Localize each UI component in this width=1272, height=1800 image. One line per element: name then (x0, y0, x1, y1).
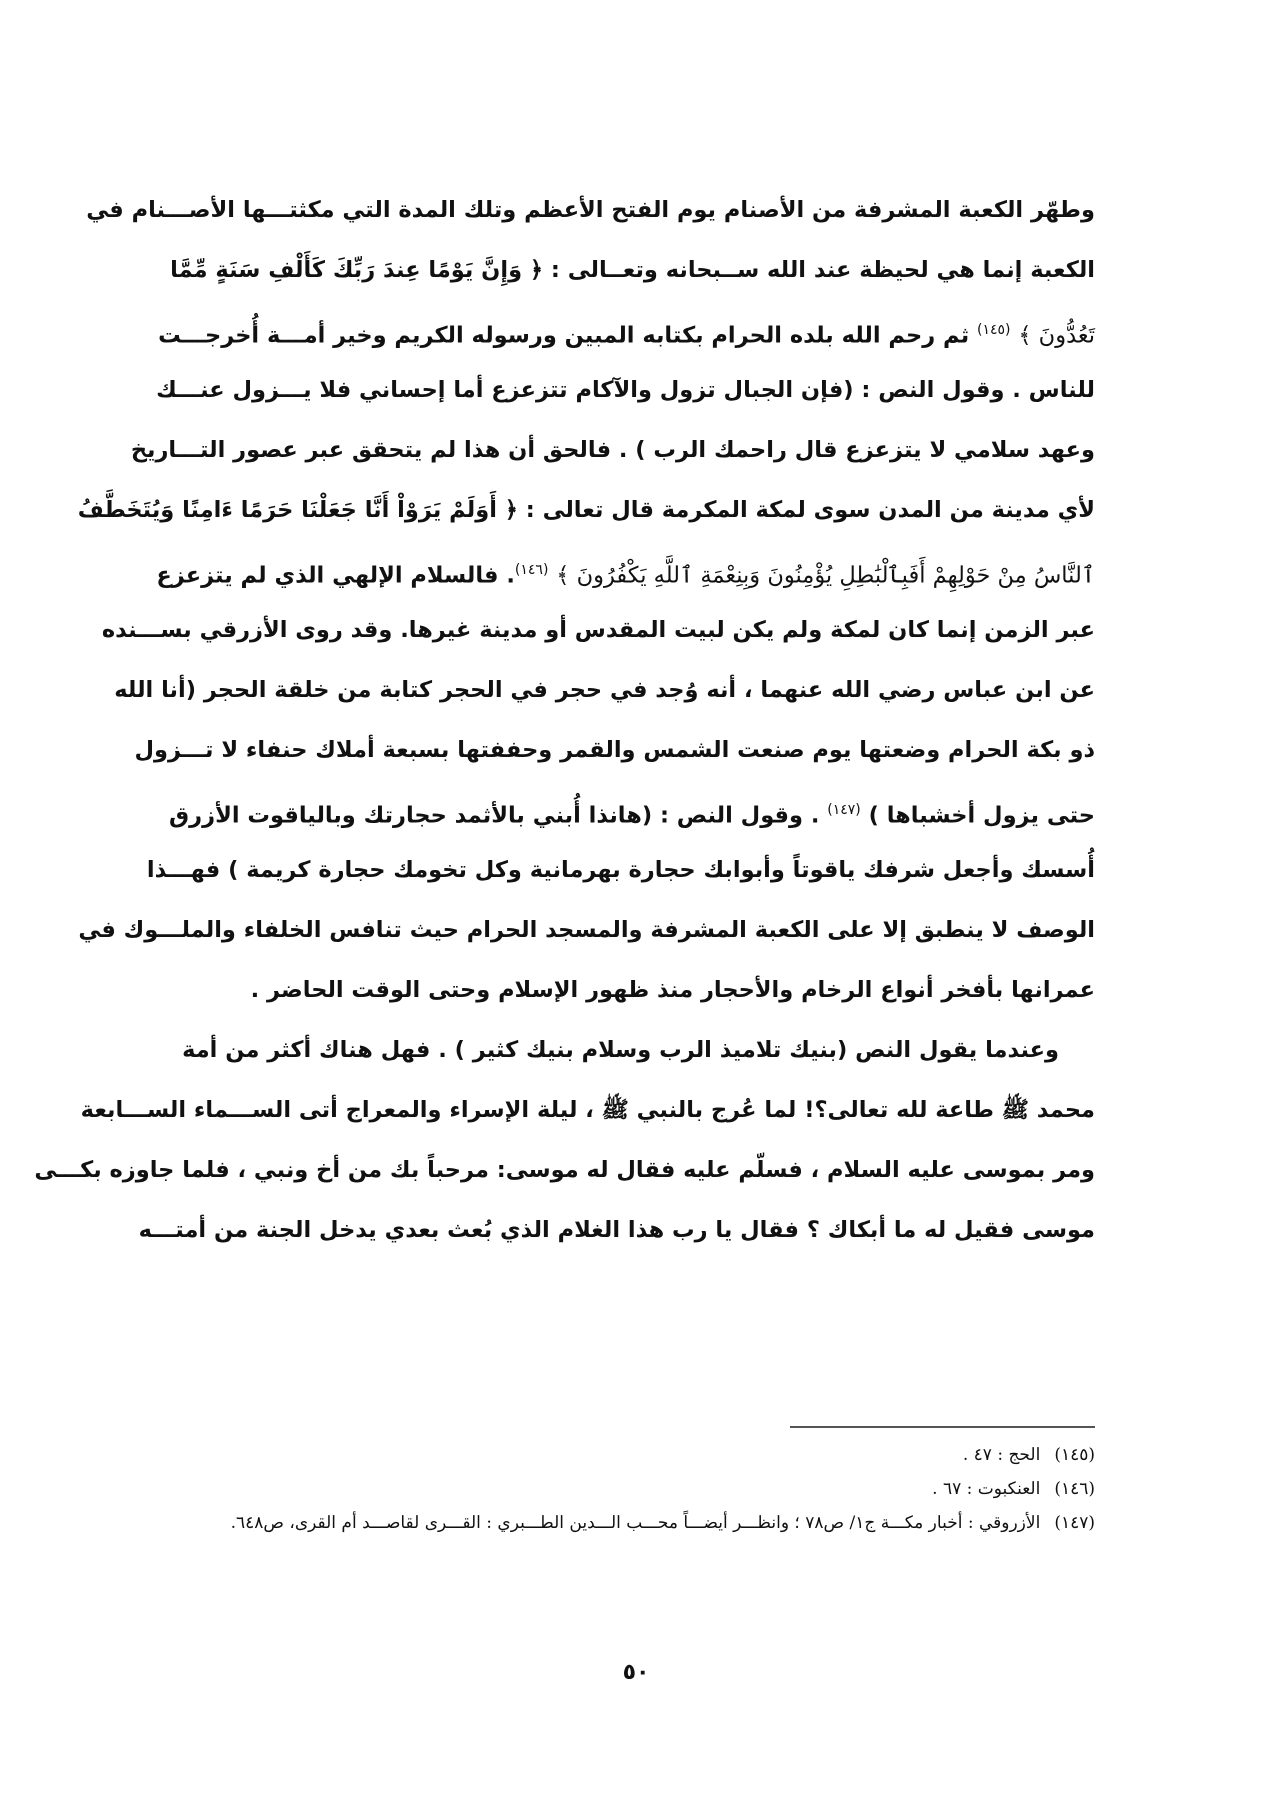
quran-verse: تَعُدُّونَ ﴾ (1018, 322, 1095, 349)
page-body (34, 180, 1095, 1260)
quran-verse: ٱلنَّاسُ مِنْ حَوْلِهِمْ أَفَبِٱلْبَٰطِلِ يُؤْمِنُونَ وَبِنِعْمَةِ ٱللَّهِ يَكْفُرُونَ ﴾ (556, 562, 1095, 589)
text-line (170, 240, 1095, 300)
footnote-number: (١٤٦) (1054, 1479, 1095, 1499)
text-line (158, 300, 1095, 360)
text-line: وعهد سلامي لا يتزعزع قال راحمك الرب ) . فالحق أن هذا لم يتحقق عبر عصور التـــاريخ (130, 437, 1095, 463)
text-line: أُسسك وأجعل شرفك ياقوتاً وأبوابك حجارة بهرمانية وكل تخومك حجارة كريمة ) فهـــذا (146, 857, 1095, 883)
footnote-item (185, 1472, 1095, 1506)
text-line: وعندما يقول النص (بنيك تلاميذ الرب وسلام بنيك كثير ) . فهل هناك أكثر من أمة (182, 1037, 1059, 1063)
text-line-content: . وقول النص : (هانذا أُبني بالأثمد حجارتك وبالياقوت الأزرق (169, 802, 820, 829)
footnote-text: العنكبوت : ٦٧ . (932, 1479, 1041, 1499)
footnote-divider (790, 1426, 1095, 1428)
text-line: لأي مدينة من المدن سوى لمكة المكرمة قال تعالى : ﴿ أَوَلَمْ يَرَوْاْ أَنَّا جَعَلْنَا حَرَمًا ءَامِنًا وَيُتَخَطَّفُ (77, 497, 1095, 523)
text-line (156, 540, 1095, 600)
text-line: محمد ﷺ طاعة لله تعالى؟! لما عُرج بالنبي ﷺ ، ليلة الإسراء والمعراج أتى الســـماء الســـابعة (80, 1097, 1095, 1123)
main-text (34, 180, 1095, 1260)
footnote-item (185, 1506, 1095, 1540)
footnote-text: الأزروقي : أخبار مكـــة ج١/ ص٧٨ ؛ وانظـــر أيضـــاً محـــب الـــدين الطـــبري : القـــرى لقاصـــد أم القرى، ص٦٤٨. (230, 1513, 1041, 1533)
text-line: عن ابن عباس رضي الله عنهما ، أنه وُجد في حجر في الحجر كتابة من خلقة الحجر (أنا الله (114, 677, 1095, 703)
text-line-content: حتى يزول أخشباها ) (868, 802, 1095, 829)
footnote-number: (١٤٥) (1054, 1445, 1095, 1465)
footnote-reference[interactable]: (١٤٥) (977, 322, 1011, 338)
footnotes (185, 1438, 1095, 1540)
text-line-content: ثم رحم الله بلده الحرام بكتابه المبين ورسوله الكريم وخير أمـــة أُخرجـــت (158, 322, 970, 349)
text-line-content: . فالسلام الإلهي الذي لم يتزعزع (156, 562, 515, 589)
footnote-item (185, 1438, 1095, 1472)
text-line: ومر بموسى عليه السلام ، فسلّم عليه فقال له موسى: مرحباً بك من أخ ونبي ، فلما جاوزه بكـــى (34, 1157, 1095, 1183)
text-line: عبر الزمن إنما كان لمكة ولم يكن لبيت المقدس أو مدينة غيرها. وقد روى الأزرقي بســـنده (101, 617, 1095, 643)
text-line: وطهّر الكعبة المشرفة من الأصنام يوم الفتح الأعظم وتلك المدة التي مكثتـــها الأصـــنام في (86, 197, 1095, 223)
text-line (169, 780, 1095, 840)
text-line-content: الكعبة إنما هي لحيظة عند الله ســبحانه وتعــالى : ﴿ وَإِنَّ يَوْمًا عِندَ رَبِّكَ كَأَلْفِ سَنَةٍ مِّمَّا (170, 257, 1095, 283)
text-line: موسى فقيل له ما أبكاك ؟ فقال يا رب هذا الغلام الذي بُعث بعدي يدخل الجنة من أمتـــه (138, 1217, 1095, 1243)
text-line: عمرانها بأفخر أنواع الرخام والأحجار منذ ظهور الإسلام وحتى الوقت الحاضر . (250, 977, 1095, 1003)
page-number: ٥٠ (622, 1660, 650, 1685)
text-line: للناس . وقول النص : (فإن الجبال تزول والآكام تتزعزع أما إحساني فلا يـــزول عنـــك (156, 377, 1095, 403)
text-line: ذو بكة الحرام وضعتها يوم صنعت الشمس والقمر وحففتها بسبعة أملاك حنفاء لا تـــزول (134, 737, 1095, 763)
footnote-reference[interactable]: (١٤٧) (827, 802, 861, 818)
footnote-reference[interactable]: (١٤٦) (514, 562, 549, 578)
text-line: الوصف لا ينطبق إلا على الكعبة المشرفة والمسجد الحرام حيث تنافس الخلفاء والملـــوك في (78, 917, 1095, 943)
footnote-text: الحج : ٤٧ . (962, 1445, 1041, 1465)
footnote-number: (١٤٧) (1054, 1513, 1095, 1533)
